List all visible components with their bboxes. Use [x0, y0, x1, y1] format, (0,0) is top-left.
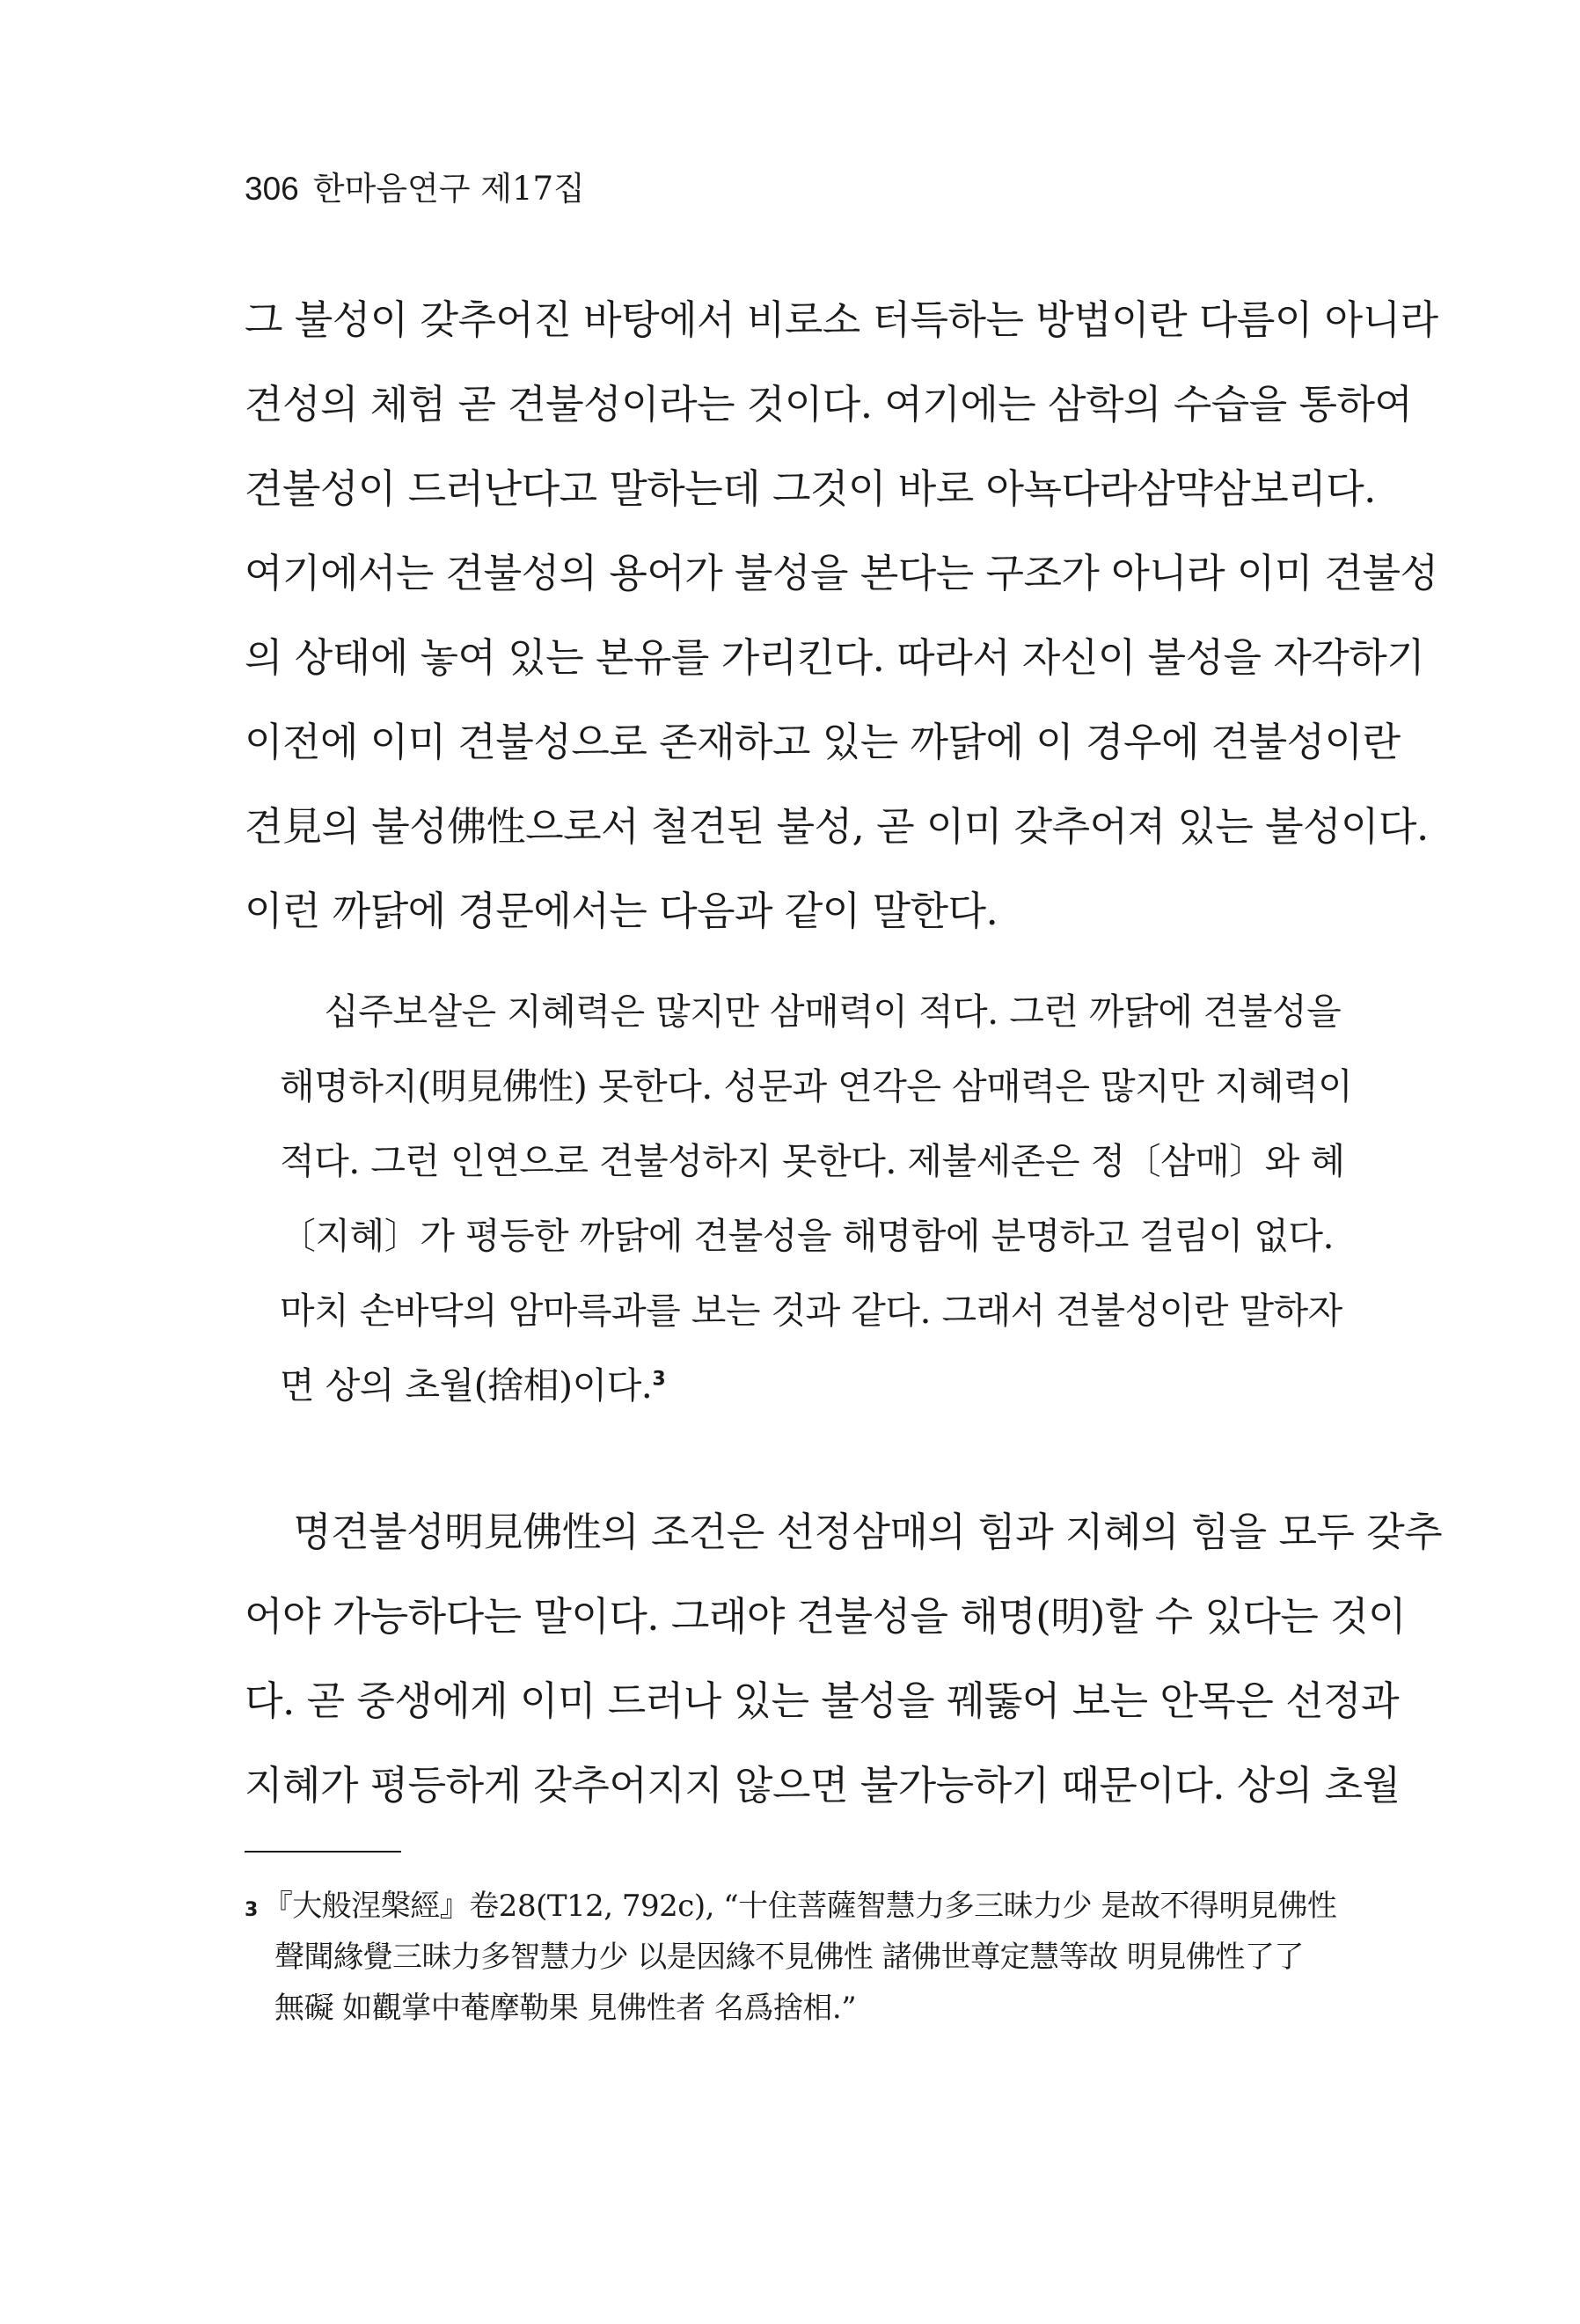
- footnote-line: 聲聞緣覺三昧力多智慧力少 以是因緣不見佛性 諸佛世尊定慧等故 明見佛性了了: [274, 1940, 1304, 1975]
- quote-line: 마치 손바닥의 암마륵과를 보는 것과 같다. 그래서 견불성이란 말하자: [280, 1290, 1342, 1332]
- footnote-3: [245, 1881, 1335, 2034]
- text-line: 여기에서는 견불성의 용어가 불성을 본다는 구조가 아니라 이미 견불성: [245, 550, 1438, 596]
- text-line: 견불성이 드러난다고 말하는데 그것이 바로 아뇩다라삼먁삼보리다.: [245, 465, 1376, 512]
- quote-line: 〔지혜〕가 평등한 까닭에 견불성을 해명함에 분명하고 걸림이 없다.: [280, 1215, 1335, 1257]
- page-number: 306: [245, 171, 299, 207]
- journal-title: 한마음연구 제17집: [312, 170, 585, 208]
- sutra-quotation: [280, 975, 1353, 1423]
- body-paragraph-2: [245, 1490, 1443, 1828]
- text-line: 의 상태에 놓여 있는 본유를 가리킨다. 따라서 자신이 불성을 자각하기: [245, 634, 1425, 681]
- body-paragraph-1: [245, 278, 1438, 954]
- quote-line: 해명하지(明見佛性) 못한다. 성문과 연각은 삼매력은 많지만 지혜력이: [280, 1065, 1353, 1107]
- text-line: 그 불성이 갖추어진 바탕에서 비로소 터득하는 방법이란 다름이 아니라: [245, 296, 1438, 343]
- text-line: 이런 까닭에 경문에서는 다음과 같이 말한다.: [245, 888, 998, 934]
- text-line: 명견불성明見佛性의 조건은 선정삼매의 힘과 지혜의 힘을 모두 갖추: [245, 1509, 1443, 1555]
- text-line: 지혜가 평등하게 갖추어지지 않으면 불가능하기 때문이다. 상의 초월: [245, 1762, 1401, 1809]
- text-line: 이전에 이미 견불성으로 존재하고 있는 까닭에 이 경우에 견불성이란: [245, 719, 1401, 765]
- quote-line: 십주보살은 지혜력은 많지만 삼매력이 적다. 그런 까닭에 견불성을: [280, 990, 1342, 1033]
- text-line: 견見의 불성佛性으로서 철견된 불성, 곧 이미 갖추어져 있는 불성이다.: [245, 803, 1429, 850]
- footnote-reference[interactable]: 3: [652, 1368, 666, 1391]
- footnote-line: 無礙 如觀掌中菴摩勒果 見佛性者 名爲捨相.”: [274, 1991, 857, 2026]
- footnote-text: 『大般涅槃經』卷28(T12, 792c), “十住菩薩智慧力多三昧力少 是故不得明見佛性: [262, 1889, 1337, 1924]
- text-line: 다. 곧 중생에게 이미 드러나 있는 불성을 꿰뚫어 보는 안목은 선정과: [245, 1677, 1400, 1724]
- footnote-line: [245, 1881, 1335, 1932]
- footnote-number: 3: [245, 1899, 258, 1921]
- running-header: [245, 169, 585, 209]
- quote-line-text: 면 상의 초월(捨相)이다.: [280, 1364, 653, 1407]
- text-line: 어야 가능하다는 말이다. 그래야 견불성을 해명(明)할 수 있다는 것이: [245, 1593, 1407, 1640]
- text-line: 견성의 체험 곧 견불성이라는 것이다. 여기에는 삼학의 수습을 통하여: [245, 381, 1413, 428]
- footnote-divider: [245, 1851, 401, 1853]
- quote-line: 적다. 그런 인연으로 견불성하지 못한다. 제불세존은 정〔삼매〕와 혜: [280, 1140, 1345, 1182]
- quote-last-line: [280, 1348, 1309, 1423]
